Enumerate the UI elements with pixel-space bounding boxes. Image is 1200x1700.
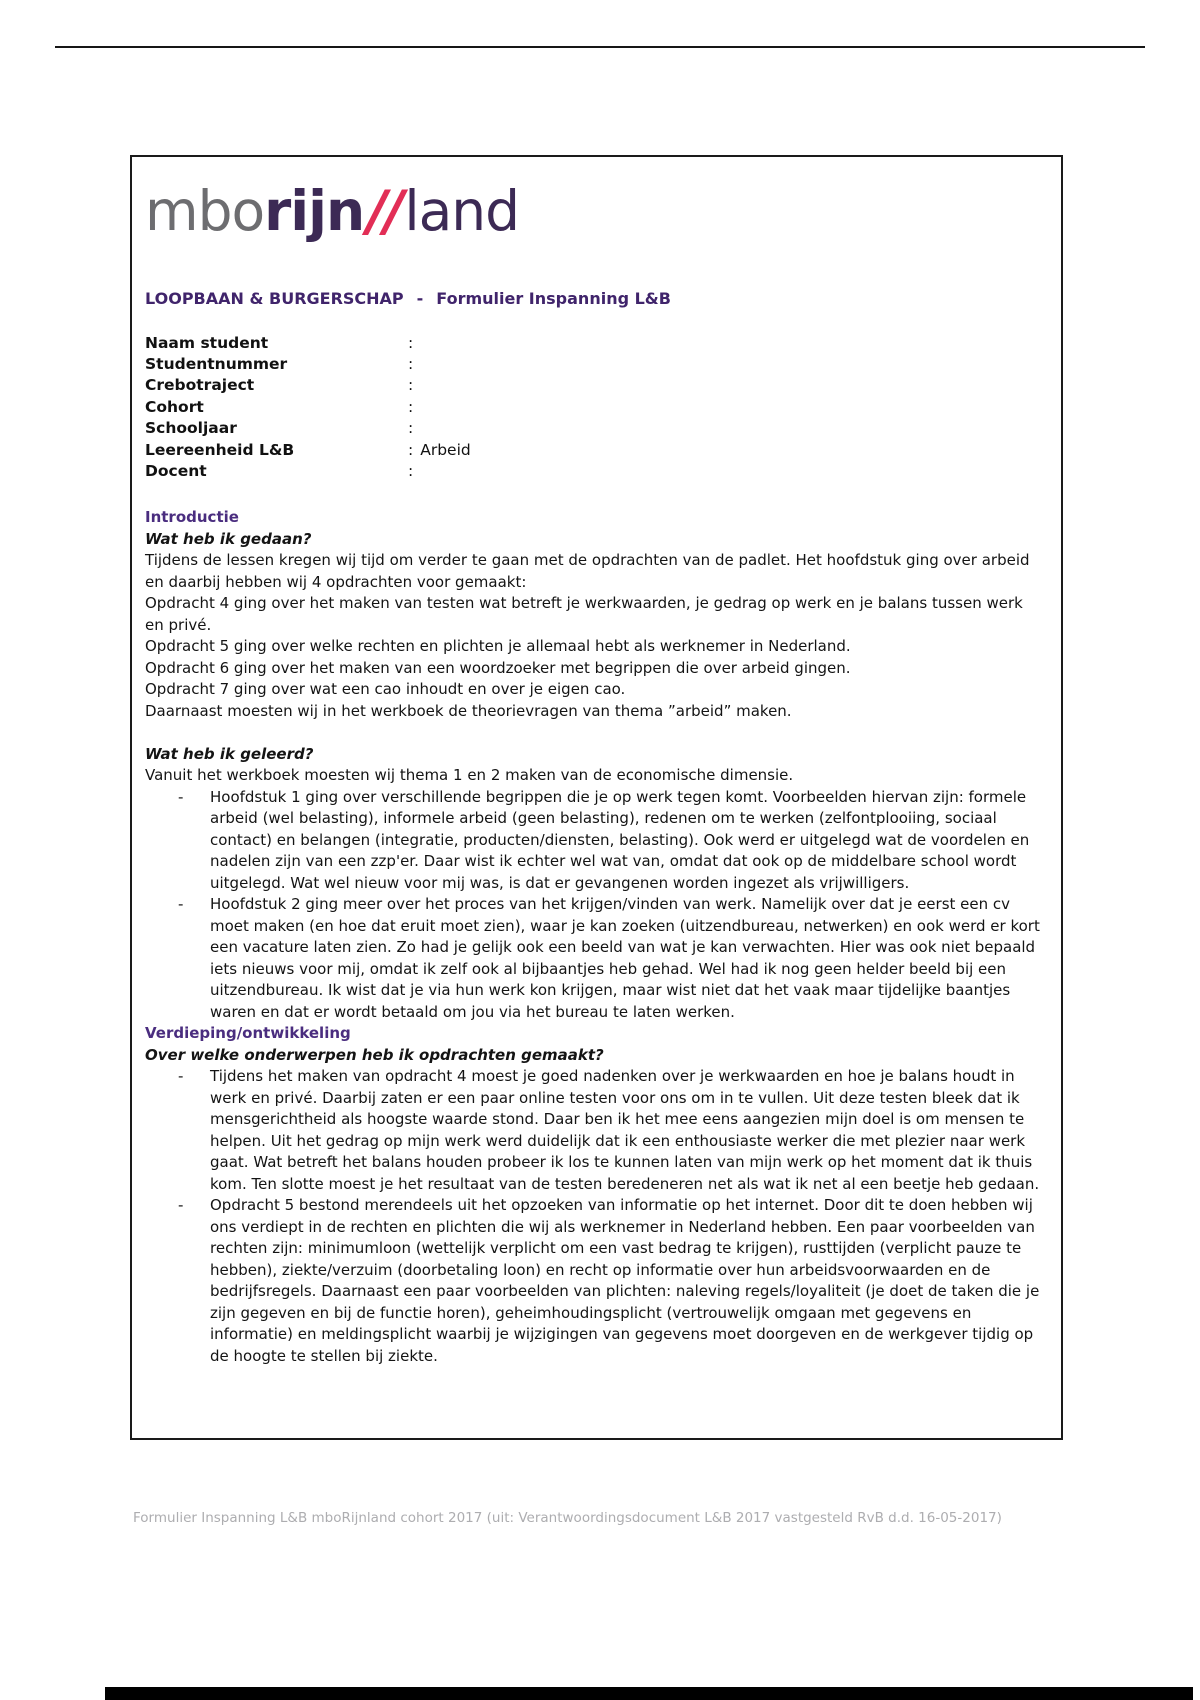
form-colon: :: [408, 354, 414, 373]
form-label: Studentnummer: [145, 354, 288, 373]
form-label: Cohort: [145, 397, 204, 416]
form-row-docent: [145, 461, 1043, 482]
bullet-text: Hoofdstuk 2 ging meer over het proces van het krijgen/vinden van werk. Namelijk over dat je eerst een cv moet maken (en hoe dat eruit moet zien), waar je kan zoeken (uitzendbureau, netwerken) en ook werd er kort een vacature laten zien. Zo had je gelijk ook een beeld van wat je kan verwachten. Hier was ook niet bepaald iets nieuws voor mij, omdat ik zelf ook al bijbaantjes heb gehad. Wel had ik nog geen helder beeld bij een uitzendbureau. Ik wist dat je via hun werk kon krijgen, maar wist niet dat het vaak maar tijdelijke baantjes waren en dat er wordt betaald om jou via het bureau te laten werken.: [210, 895, 1040, 1021]
bullet-dash: -: [178, 1196, 184, 1215]
form-colon: :: [408, 376, 414, 395]
subheading-wat-heb-ik-geleerd: Wat heb ik geleerd?: [145, 744, 314, 763]
form-colon: :: [408, 397, 414, 416]
bullet-text: Hoofdstuk 1 ging over verschillende begrippen die je op werk tegen komt. Voorbeelden hiervan zijn: formele arbeid (wel belasting), informele arbeid (geen belasting), redenen om te werken (zelfontplooiing, sociaal contact) en belangen (integratie, producten/diensten, belasting). Ook werd er uitgelegd wat de voordelen en nadelen zijn van een zzp'er. Daar wist ik echter wel wat van, omdat dat ook op de middelbare school wordt uitgelegd. Wat wel nieuw voor mij was, is dat er gevangenen worden ingezet als vrijwilligers.: [210, 787, 1030, 892]
document-title: [145, 288, 1043, 309]
form-row-leereenheid: [145, 440, 1043, 461]
form-row-cohort: [145, 397, 1043, 418]
logo-text-mbo: mbo: [145, 179, 265, 243]
form-label: Schooljaar: [145, 419, 237, 438]
bullet-text: Tijdens het maken van opdracht 4 moest je goed nadenken over je werkwaarden en hoe je balans houdt in werk en privé. Daarbij zaten er een paar online testen voor ons om in te vullen. Uit deze testen bleek dat ik mensgerichtheid als hoogste waarde stond. Daar ben ik het mee eens aangezien mijn doel is om mensen te helpen. Uit het gedrag op mijn werk werd duidelijk dat ik een enthousiaste werker die met plezier naar werk gaat. Wat betreft het balans houden probeer ik los te kunnen laten van mijn werk op het moment dat ik thuis kom. Ten slotte moest je het resultaat van de testen beredeneren net als wat ik net al een beetje heb gedaan.: [210, 1067, 1040, 1193]
bullet-dash: -: [178, 1067, 184, 1086]
form-label: Docent: [145, 461, 207, 480]
form-row-studentnummer: [145, 354, 1043, 375]
paragraph-opdracht-5: Opdracht 5 ging over welke rechten en plichten je allemaal hebt als werknemer in Nederland.: [145, 637, 851, 656]
form-row-naam-student: [145, 333, 1043, 354]
title-course-name: LOOPBAAN & BURGERSCHAP: [145, 288, 404, 308]
bullet-dash: -: [178, 895, 184, 914]
form-value: Arbeid: [420, 440, 471, 459]
form-colon: :: [408, 419, 414, 438]
student-info-form: [145, 333, 1043, 483]
form-colon: :: [408, 333, 414, 352]
bottom-black-bar: [105, 1687, 1193, 1700]
page-footer: Formulier Inspanning L&B mboRijnland cohort 2017 (uit: Verantwoordingsdocument L&B 2017 vastgesteld RvB d.d. 16-05-2017): [133, 1510, 1002, 1526]
logo-slashes-icon: //: [367, 179, 402, 243]
paragraph-werkboek: Daarnaast moesten wij in het werkboek de theorievragen van thema ”arbeid” maken.: [145, 701, 792, 720]
bullet-item-opdracht-5: [145, 1195, 1043, 1367]
bullet-item-hoofdstuk-2: [145, 894, 1043, 1023]
form-colon: :: [408, 440, 414, 459]
section-heading-introductie: Introductie: [145, 508, 239, 527]
paragraph-geleerd-intro: Vanuit het werkboek moesten wij thema 1 en 2 maken van de economische dimensie.: [145, 766, 794, 785]
logo-text-land: land: [404, 179, 520, 243]
top-rule: [55, 46, 1145, 48]
bullet-text: Opdracht 5 bestond merendeels uit het opzoeken van informatie op het internet. Door dit te doen hebben wij ons verdiept in de rechten en plichten die wij als werknemer in Nederland hebben. Een paar voorbeelden van rechten zijn: minimumloon (wettelijk verplicht om een vast bedrag te krijgen), rusttijden (verplicht pauze te hebben), ziekte/verzuim (doorbetaling loon) en recht op informatie over hun arbeidsvoorwaarden en de bedrijfsregels. Daarnaast een paar voorbeelden van plichten: naleving regels/loyaliteit (je doet de taken die je zijn gegeven en bij de functie horen), geheimhoudingsplicht (vertrouwelijk omgaan met gegevens en informatie) en meldingsplicht waarbij je wijzigingen van gegevens moet doorgeven en de werkgever tijdig op de hoogte te stellen bij ziekte.: [210, 1196, 1040, 1365]
form-row-schooljaar: [145, 418, 1043, 439]
bullet-item-hoofdstuk-1: [145, 787, 1043, 895]
subheading-wat-heb-ik-gedaan: Wat heb ik gedaan?: [145, 529, 312, 548]
bullet-item-opdracht-4: [145, 1066, 1043, 1195]
paragraph-opdracht-7: Opdracht 7 ging over wat een cao inhoudt en over je eigen cao.: [145, 680, 626, 699]
form-colon: :: [408, 461, 414, 480]
paragraph-intro-1: Tijdens de lessen kregen wij tijd om verder te gaan met de opdrachten van de padlet. Het hoofdstuk ging over arbeid en daarbij hebben wij 4 opdrachten voor gemaakt:: [145, 551, 1030, 591]
mborijnland-logo: [145, 181, 1043, 242]
bullet-dash: -: [178, 787, 184, 806]
paragraph-opdracht-6: Opdracht 6 ging over het maken van een woordzoeker met begrippen die over arbeid gingen.: [145, 658, 851, 677]
document-page: [130, 155, 1063, 1440]
subheading-over-welke-onderwerpen: Over welke onderwerpen heb ik opdrachten gemaakt?: [145, 1045, 604, 1064]
title-separator: -: [416, 288, 424, 308]
form-label: Naam student: [145, 333, 269, 352]
section-heading-verdieping: Verdieping/ontwikkeling: [145, 1024, 351, 1043]
document-body: [145, 507, 1043, 1367]
logo-text-rijn: rijn: [264, 179, 365, 243]
title-form-name: Formulier Inspanning L&B: [436, 288, 671, 308]
form-label: Crebotraject: [145, 376, 255, 395]
paragraph-opdracht-4: Opdracht 4 ging over het maken van testen wat betreft je werkwaarden, je gedrag op werk en je balans tussen werk en privé.: [145, 594, 1023, 634]
form-row-crebotraject: [145, 375, 1043, 396]
form-label: Leereenheid L&B: [145, 440, 295, 459]
